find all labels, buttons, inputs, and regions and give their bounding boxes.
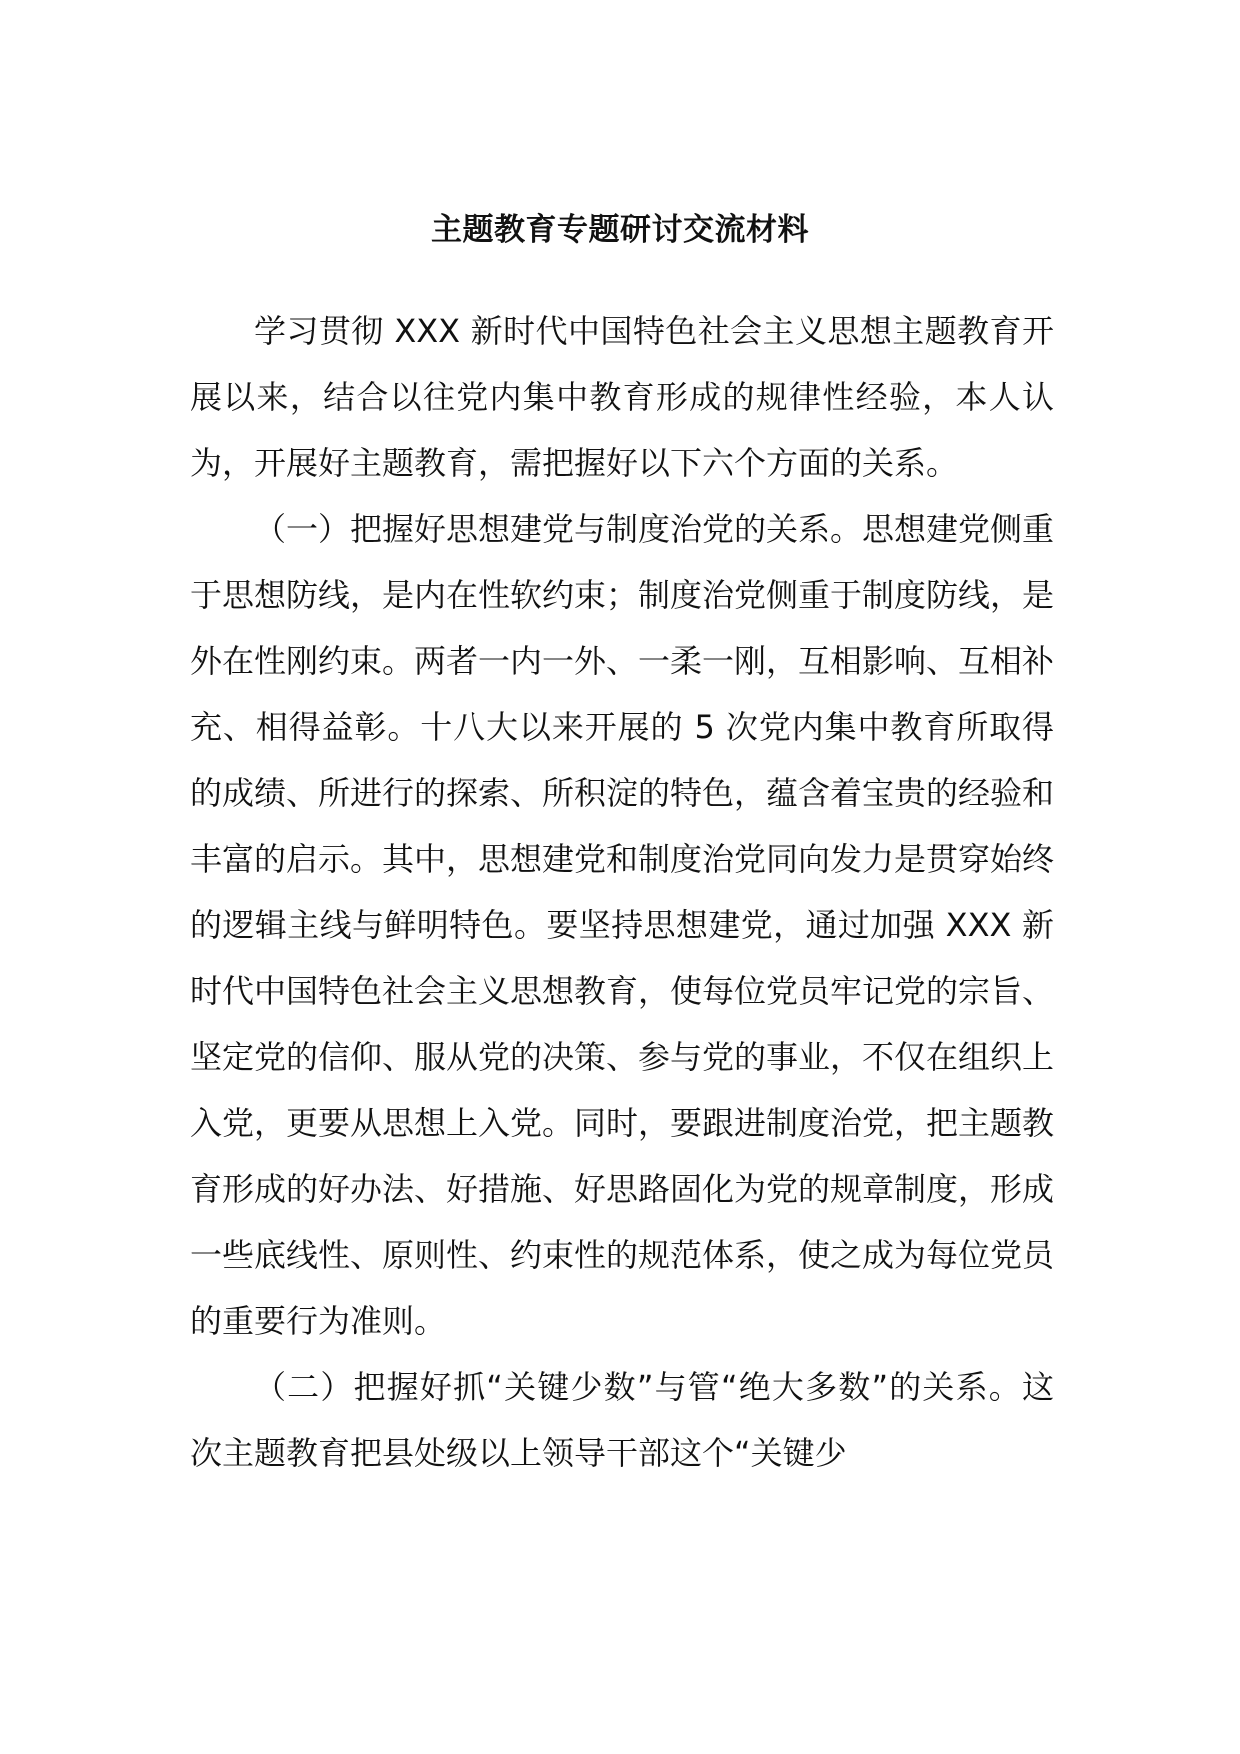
document-title: 主题教育专题研讨交流材料 — [431, 212, 809, 248]
section-two-paragraph: （二）把握好抓“关键少数”与管“绝大多数”的关系。这次主题教育把县处级以上领导干部这个“关键少 — [190, 1368, 1054, 1472]
section-one-paragraph: （一）把握好思想建党与制度治党的关系。思想建党侧重于思想防线，是内在性软约束；制度治党侧重于制度防线，是外在性刚约束。两者一内一外、一柔一刚，互相影响、互相补充、相得益彰。十八大以来开展的 5 次党内集中教育所取得的成绩、所进行的探索、所积淀的特色，蕴含着宝贵的经验和丰富的启示。其中，思想建党和制度治党同向发力是贯穿始终的逻辑主线与鲜明特色。要坚持思想建党，通过加强 XXX 新时代中国特色社会主义思想教育，使每位党员牢记党的宗旨、坚定党的信仰、服从党的决策、参与党的事业，不仅在组织上入党，更要从思想上入党。同时，要跟进制度治党，把主题教育形成的好办法、好措施、好思路固化为党的规章制度，形成一些底线性、原则性、约束性的规范体系，使之成为每位党员的重要行为准则。 — [190, 510, 1055, 1340]
intro-paragraph: 学习贯彻 XXX 新时代中国特色社会主义思想主题教育开展以来，结合以往党内集中教育形成的规律性经验，本人认为，开展好主题教育，需把握好以下六个方面的关系。 — [190, 312, 1054, 482]
document-body — [190, 298, 1054, 1486]
